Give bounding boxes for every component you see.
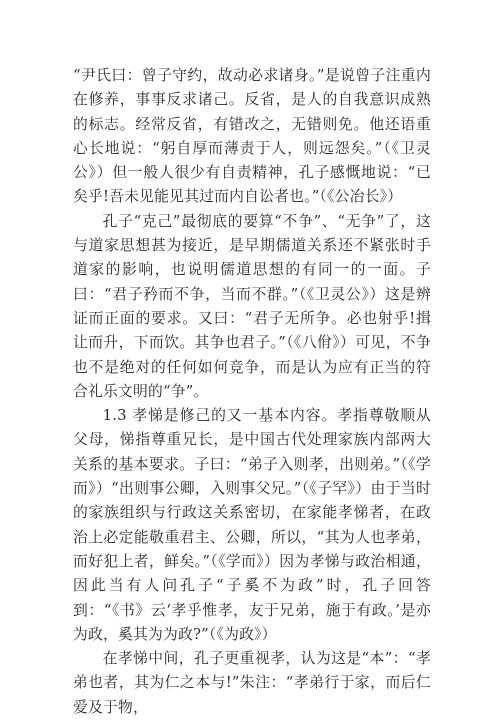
paragraph-filial-root: 在孝悌中间，孔子更重视孝，认为这是“本”：“孝弟也者，其为仁之本与!”朱注：“孝弟行于家，而后仁爱及于物， <box>73 650 431 716</box>
paragraph-zengzi-self-reflection: “尹氏曰：曾子守约，故动必求诸身。”是说曾子注重内在修养，事事反求诸己。反省，是人的自我意识成熟的标志。经常反省，有错改之，无错则免。他还语重心长地说：“躬自厚而薄责于人，则远怨矣。”（《卫灵公》）但一般人很少有自责精神，孔子感慨地说：“已矣乎!吾未见能见其过而内自讼者也。”（《公冶长》） <box>73 67 431 206</box>
paragraph-no-contention: 孔子“克己”最彻底的要算“不争”、“无争”了，这与道家思想甚为接近，是早期儒道关系还不紧张时手道家的影响，也说明儒道思想的有同一的一面。子曰：“君子矜而不争，当而不群。”（《卫灵公》）这是辨证而正面的要求。又曰：“君子无所争。必也射乎!揖让而升，下而饮。其争也君子。”（《八佾》）可见，不争也不是绝对的任何如何竞争，而是认为应有正当的符合礼乐文明的“争”。 <box>73 212 431 400</box>
paragraph-filial-piety: 1.3 孝悌是修己的又一基本内容。孝指尊敬顺从父母，悌指尊重兄长，是中国古代处理家族内部两大关系的基本要求。子曰：“弟子入则孝，出则弟。”（《学而》）“出则事公卿，入则事父兄。”（《子罕》）由于当时的家族组织与行政这关系密切，在家能孝悌者，在政治上必定能敬重君主、公卿，所以，“其为人也孝弟，而好犯上者，鲜矣。”（《学而》）因为孝悌与政治相通，因此当有人问孔子“子奚不为政”时，孔子回答到：“《书》云‘孝乎惟孝，友于兄弟，施于有政。’是亦为政，奚其为为政?”（《为政》） <box>73 407 431 643</box>
document-body <box>73 64 431 720</box>
